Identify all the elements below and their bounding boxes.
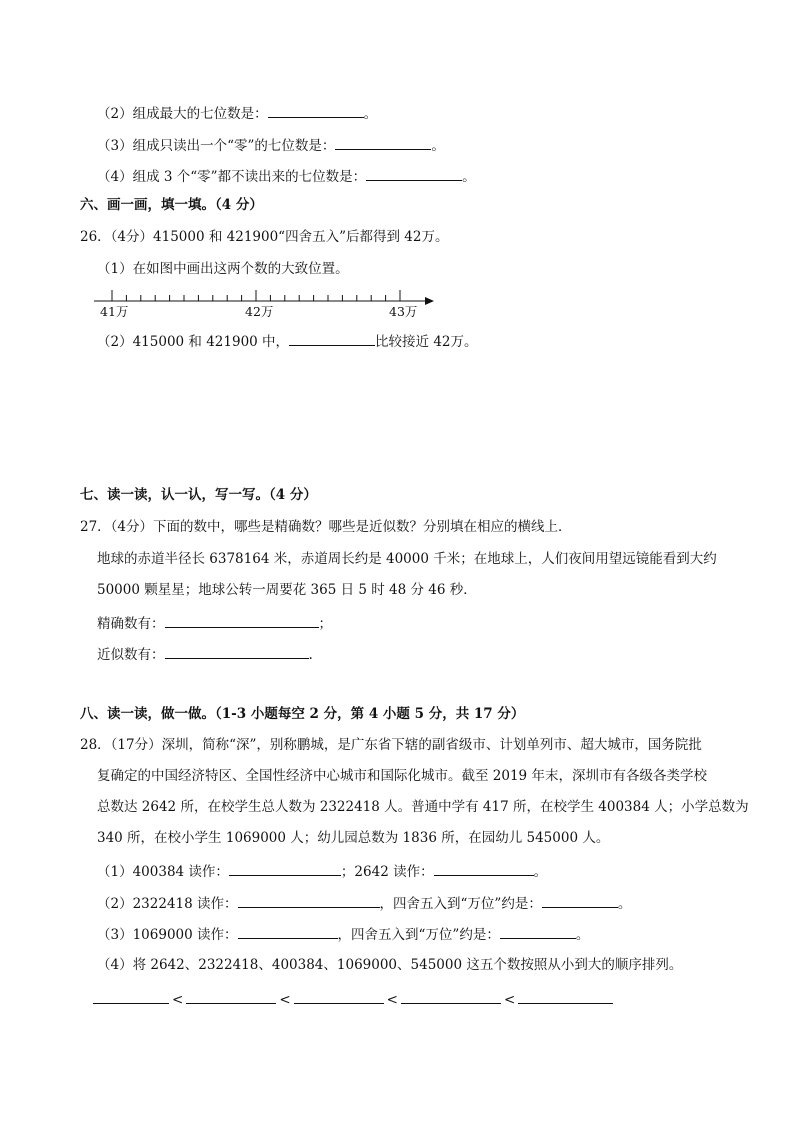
q28-order-row bbox=[93, 989, 613, 1009]
period: 。 bbox=[462, 169, 476, 185]
less-than-sign: < bbox=[172, 992, 184, 1008]
answer-blank[interactable] bbox=[238, 924, 338, 939]
tick-label-42wan: 42万 bbox=[245, 304, 274, 319]
exact-label: 精确数有： bbox=[97, 616, 165, 632]
less-than-sign: < bbox=[386, 992, 398, 1008]
q25-part2-text: （2）组成最大的七位数是： bbox=[97, 106, 268, 122]
q27-stem: 27．（4分）下面的数中，哪些是精确数？哪些是近似数？分别填在相应的横线上． bbox=[80, 519, 572, 535]
q25-part3 bbox=[97, 135, 445, 155]
approx-label: 近似数有： bbox=[97, 647, 165, 663]
q28-part3-b: ，四舍五入到“万位”约是： bbox=[337, 927, 500, 943]
answer-blank[interactable] bbox=[294, 989, 384, 1004]
answer-blank[interactable] bbox=[542, 893, 618, 908]
answer-blank[interactable] bbox=[401, 989, 501, 1004]
answer-blank[interactable] bbox=[434, 861, 534, 876]
q28-part1-a: （1）400384 读作： bbox=[97, 864, 229, 880]
answer-blank[interactable] bbox=[289, 331, 375, 346]
q28-line1: 28．（17分）深圳，简称“深”，别称鹏城，是广东省下辖的副省级市、计划单列市、超大城市，国务院批 bbox=[80, 737, 702, 753]
q28-part1 bbox=[97, 861, 547, 881]
q25-part2 bbox=[97, 103, 377, 123]
section-7-title: 七、读一读，认一认，写一写。（4 分） bbox=[80, 487, 317, 503]
q26-part1: （1）在如图中画出这两个数的大致位置。 bbox=[97, 261, 349, 277]
q26-part2-prefix: （2）415000 和 421900 中， bbox=[97, 334, 290, 350]
period: . bbox=[308, 647, 313, 663]
less-than-sign: < bbox=[503, 992, 516, 1008]
tick-label-43wan: 43万 bbox=[389, 304, 418, 319]
answer-blank[interactable] bbox=[238, 893, 380, 908]
q26-part2-suffix: 比较接近 42万。 bbox=[375, 334, 478, 350]
q28-part3 bbox=[97, 924, 589, 944]
q28-line2: 复确定的中国经济特区、全国性经济中心城市和国际化城市。截至 2019 年末，深圳市有各级各类学校 bbox=[97, 768, 707, 784]
q26-part2 bbox=[97, 331, 478, 351]
period: 。 bbox=[575, 927, 590, 943]
tick-label-41wan: 41万 bbox=[100, 304, 129, 319]
q27-text-line2: 50000 颗星星；地球公转一周要花 365 日 5 时 48 分 46 秒． bbox=[97, 582, 477, 598]
period: 。 bbox=[431, 138, 445, 154]
q27-approx-row bbox=[97, 644, 313, 664]
number-line[interactable] bbox=[88, 283, 448, 323]
answer-blank[interactable] bbox=[186, 989, 276, 1004]
section-8-title: 八、读一读，做一做。（1-3 小题每空 2 分，第 4 小题 5 分，共 17 分） bbox=[80, 706, 525, 722]
section-6-title: 六、画一画，填一填。（4 分） bbox=[80, 197, 263, 213]
q25-part4-text: （4）组成 3 个“零”都不读出来的七位数是： bbox=[97, 169, 367, 185]
q28-part3-a: （3）1069000 读作： bbox=[97, 927, 238, 943]
semicolon: ； bbox=[318, 616, 332, 632]
q28-line4: 340 所，在校小学生 1069000 人；幼儿园总数为 1836 所，在园幼儿 545000 人。 bbox=[97, 830, 610, 846]
q28-part2 bbox=[97, 893, 631, 913]
answer-blank[interactable] bbox=[165, 613, 319, 628]
answer-blank[interactable] bbox=[518, 989, 613, 1004]
period: 。 bbox=[363, 106, 378, 122]
q27-text-line1: 地球的赤道半径长 6378164 米，赤道周长约是 40000 千米；在地球上，人们夜间用望远镜能看到大约 bbox=[97, 551, 717, 567]
q28-part1-b: ；2642 读作： bbox=[340, 864, 434, 880]
q25-part3-text: （3）组成只读出一个“零”的七位数是： bbox=[97, 138, 336, 154]
answer-blank[interactable] bbox=[500, 924, 576, 939]
number-line-ticks bbox=[112, 290, 400, 301]
less-than-sign: < bbox=[279, 992, 291, 1008]
q28-part2-a: （2）2322418 读作： bbox=[97, 896, 238, 912]
answer-blank[interactable] bbox=[335, 135, 431, 150]
q25-part4 bbox=[97, 166, 476, 186]
answer-blank[interactable] bbox=[366, 166, 462, 181]
answer-blank[interactable] bbox=[165, 644, 309, 659]
number-line-arrow bbox=[425, 297, 434, 305]
q26-stem: 26．（4分）415000 和 421900“四舍五入”后都得到 42万。 bbox=[80, 229, 449, 245]
answer-blank[interactable] bbox=[93, 989, 169, 1004]
period: 。 bbox=[617, 896, 632, 912]
q28-part2-b: ，四舍五入到“万位”约是： bbox=[379, 896, 542, 912]
q27-exact-row bbox=[97, 613, 332, 633]
answer-blank[interactable] bbox=[229, 861, 341, 876]
period: 。 bbox=[533, 864, 548, 880]
q28-part4: （4）将 2642、2322418、400384、1069000、545000 这五个数按照从小到大的顺序排列。 bbox=[97, 957, 683, 973]
q28-line3: 总数达 2642 所，在校学生总人数为 2322418 人。普通中学有 417 所，在校学生 400384 人；小学总数为 bbox=[97, 799, 749, 815]
answer-blank[interactable] bbox=[268, 103, 364, 118]
